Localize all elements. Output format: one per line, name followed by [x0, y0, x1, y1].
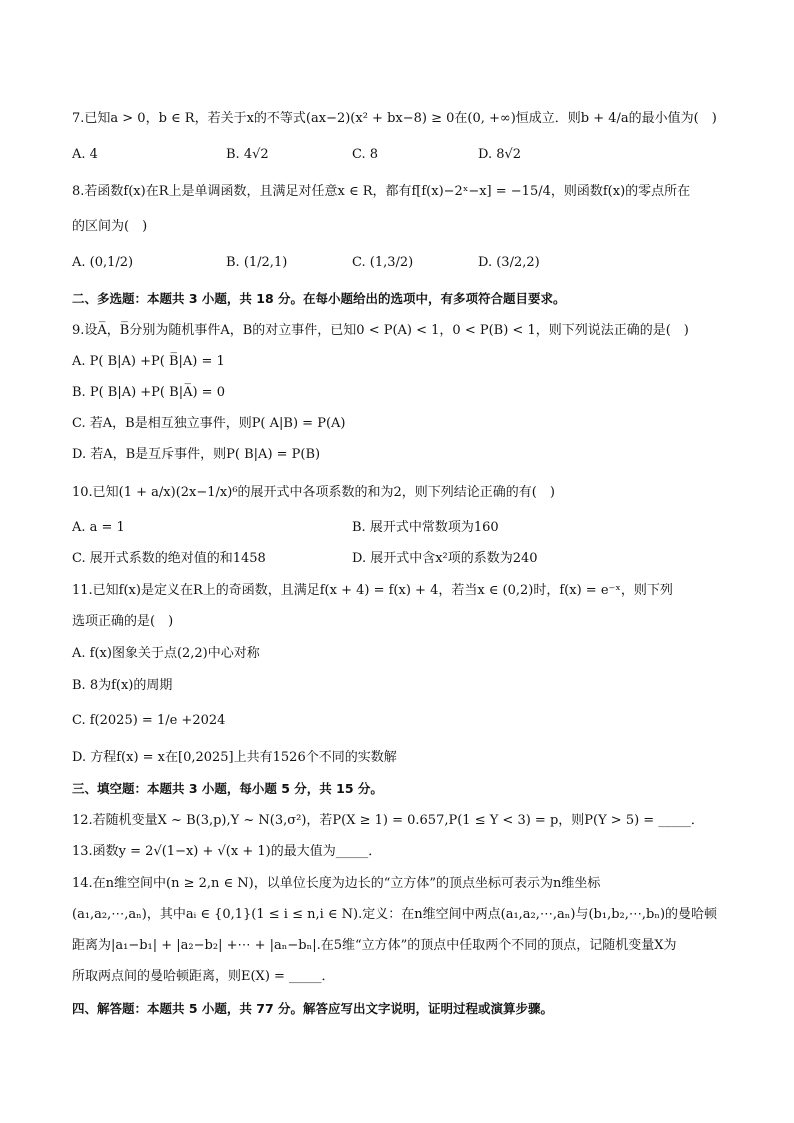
- question-9-option-c: C. 若A，B是相互独立事件，则P( A|B) = P(A): [72, 416, 346, 431]
- question-8-option-d: D. (3/2,2): [478, 255, 540, 270]
- question-9-option-b: B. P( B|A) +P( B|A̅) = 0: [72, 385, 225, 400]
- question-7-option-b: B. 4√2: [226, 147, 269, 162]
- section-2-heading: 二、多选题：本题共 3 小题，共 18 分。在每小题给出的选项中，有多项符合题目要求。: [72, 291, 566, 306]
- question-8-stem-line-2: 的区间为( ): [72, 219, 148, 234]
- question-10-option-d: D. 展开式中含x²项的系数为240: [352, 551, 538, 566]
- question-12: 12.若随机变量X ~ B(3,p),Y ~ N(3,σ²)，若P(X ≥ 1) = 0.657,P(1 ≤ Y < 3) = p，则P(Y > 5) = _____．: [72, 813, 704, 828]
- section-4-heading: 四、解答题：本题共 5 小题，共 77 分。解答应写出文字说明，证明过程或演算步骤。: [72, 1001, 554, 1016]
- question-8-option-b: B. (1/2,1): [226, 255, 288, 270]
- question-13: 13.函数y = 2√(1−x) + √(x + 1)的最大值为_____．: [72, 844, 382, 859]
- question-9-option-a: A. P( B|A) +P( B̅|A) = 1: [72, 354, 225, 369]
- question-8-option-a: A. (0,1/2): [72, 255, 134, 270]
- question-9-stem: 9.设A̅，B̅分别为随机事件A，B的对立事件，已知0 < P(A) < 1，0 < P(B) < 1，则下列说法正确的是( ): [72, 323, 689, 338]
- question-7-option-d: D. 8√2: [478, 147, 522, 162]
- question-14-line-3: 距离为|a₁−b₁| + |a₂−b₂| +⋯ + |aₙ−bₙ|.在5维“立方体”的顶点中任取两个不同的顶点，记随机变量X为: [72, 938, 677, 953]
- question-14-line-4: 所取两点间的曼哈顿距离，则E(X) = _____．: [72, 969, 335, 984]
- question-10-stem: 10.已知(1 + a/x)(2x−1/x)⁶的展开式中各项系数的和为2，则下列结论正确的有( ): [72, 485, 555, 500]
- question-7-stem: 7.已知a > 0，b ∈ R，若关于x的不等式(ax−2)(x² + bx−8) ≥ 0在(0, +∞)恒成立．则b + 4/a的最小值为( ): [72, 111, 717, 126]
- question-10-option-b: B. 展开式中常数项为160: [352, 520, 499, 535]
- section-3-heading: 三、填空题：本题共 3 小题，每小题 5 分，共 15 分。: [72, 781, 383, 796]
- question-10-option-c: C. 展开式系数的绝对值的和1458: [72, 551, 266, 566]
- question-10-option-a: A. a = 1: [72, 520, 125, 535]
- question-7-option-a: A. 4: [72, 147, 98, 162]
- question-11-option-a: A. f(x)图象关于点(2,2)中心对称: [72, 646, 260, 661]
- question-7-option-c: C. 8: [352, 147, 379, 162]
- question-8-stem-line-1: 8.若函数f(x)在R上是单调函数，且满足对任意x ∈ R，都有f[f(x)−2ˣ−x] = −15/4，则函数f(x)的零点所在: [72, 184, 691, 199]
- question-8-option-c: C. (1,3/2): [352, 255, 414, 270]
- question-11-option-d: D. 方程f(x) = x在[0,2025]上共有1526个不同的实数解: [72, 750, 397, 765]
- question-11-stem-line-2: 选项正确的是( ): [72, 614, 174, 629]
- question-14-line-1: 14.在n维空间中(n ≥ 2,n ∈ N)，以单位长度为边长的“立方体”的顶点坐标可表示为n维坐标: [72, 876, 601, 891]
- question-11-option-b: B. 8为f(x)的周期: [72, 678, 173, 693]
- question-11-stem-line-1: 11.已知f(x)是定义在R上的奇函数，且满足f(x + 4) = f(x) + 4，若当x ∈ (0,2)时，f(x) = e⁻ˣ，则下列: [72, 583, 673, 598]
- question-11-option-c: C. f(2025) = 1/e +2024: [72, 713, 226, 728]
- question-9-option-d: D. 若A，B是互斥事件，则P( B|A) = P(B): [72, 447, 321, 462]
- question-14-line-2: (a₁,a₂,⋯,aₙ)，其中aᵢ ∈ {0,1}(1 ≤ i ≤ n,i ∈ N).定义：在n维空间中两点(a₁,a₂,⋯,aₙ)与(b₁,b₂,⋯,bₙ)的曼哈顿: [72, 907, 718, 922]
